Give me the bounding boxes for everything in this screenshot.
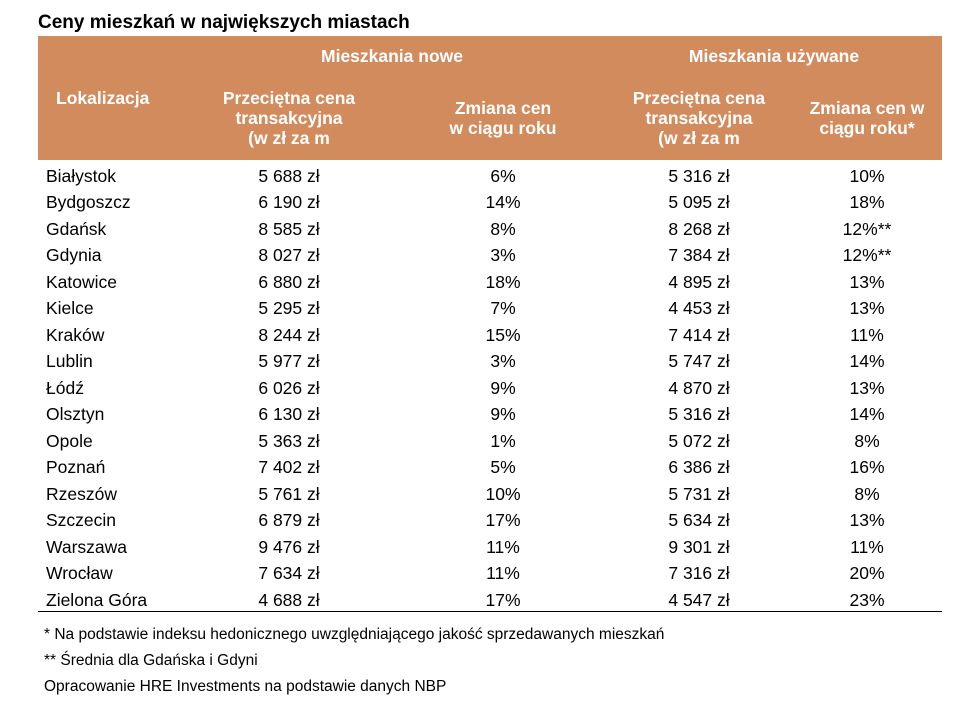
cell-used-change: 13% <box>849 510 885 530</box>
cell-new-change: 3% <box>490 351 516 371</box>
cell-city: Łódź <box>46 377 84 398</box>
cell-city: Zielona Góra <box>38 584 178 611</box>
footnote-source: Opracowanie HRE Investments na podstawie danych NBP <box>44 678 447 695</box>
cell-new-change: 10% <box>485 483 521 504</box>
table-row <box>38 319 942 346</box>
table-row <box>38 187 942 214</box>
header-group-used: Mieszkania używane <box>606 36 942 76</box>
cell-new-price: 5 977 zł <box>258 351 320 371</box>
cell-used-price: 5 731 zł <box>668 483 730 504</box>
header-group-new: Mieszkania nowe <box>178 36 606 76</box>
cell-new-change: 9% <box>490 404 516 424</box>
cell-used-price: 6 386 zł <box>668 457 730 477</box>
cell-city: Olsztyn <box>46 404 105 424</box>
cell-used-change: 11% <box>850 324 884 345</box>
cell-new-price: 5 295 zł <box>258 298 320 318</box>
header-new-change: Zmiana cen w ciągu roku <box>400 76 606 160</box>
table-title: Ceny mieszkań w największych miastach <box>38 12 410 33</box>
cell-new-change: 8% <box>490 218 516 239</box>
table-row <box>38 346 942 373</box>
cell-city: Katowice <box>46 271 118 292</box>
cell-city: Kraków <box>46 324 105 345</box>
cell-new-price: 6 190 zł <box>258 192 320 212</box>
cell-new-price: 6 130 zł <box>258 404 320 424</box>
cell-new-price: 8 027 zł <box>258 245 320 265</box>
table-body <box>38 160 942 611</box>
footnote-average: ** Średnia dla Gdańska i Gdyni <box>44 652 258 669</box>
cell-new-change: 3% <box>490 245 516 265</box>
cell-new-price: 6 879 zł <box>258 510 320 530</box>
cell-new-change: 17% <box>485 510 521 530</box>
cell-new-change: 11% <box>486 563 520 583</box>
cell-new-change: 17% <box>400 584 606 611</box>
header-used-change: Zmiana cen w ciągu roku* <box>792 76 942 160</box>
cell-used-change: 12%** <box>842 218 892 239</box>
cell-city: Warszawa <box>46 536 128 557</box>
cell-city: Poznań <box>46 457 106 477</box>
table-row <box>38 240 942 267</box>
cell-city: Wrocław <box>46 563 113 583</box>
cell-new-change: 18% <box>485 271 521 292</box>
cell-used-change: 23% <box>792 584 942 611</box>
cell-new-price: 6 880 zł <box>258 271 320 292</box>
cell-new-price: 5 688 zł <box>258 165 320 186</box>
cell-city: Kielce <box>46 298 94 318</box>
cell-used-price: 4 870 zł <box>668 377 730 398</box>
table-row <box>38 266 942 293</box>
cell-used-change: 8% <box>854 483 880 504</box>
header-used-price: Przeciętna cena transakcyjna (w zł za m <box>606 76 792 160</box>
cell-used-price: 5 095 zł <box>668 192 730 212</box>
cell-used-change: 11% <box>850 536 884 557</box>
cell-used-price: 9 301 zł <box>668 536 730 557</box>
cell-used-price: 5 316 zł <box>668 404 730 424</box>
cell-city: Opole <box>46 430 93 451</box>
cell-city: Białystok <box>46 165 117 186</box>
header-new-price: Przeciętna cena transakcyjna (w zł za m <box>178 76 400 160</box>
price-table <box>38 36 942 612</box>
cell-new-price: 8 244 zł <box>258 324 320 345</box>
cell-city: Bydgoszcz <box>46 192 131 212</box>
cell-used-change: 20% <box>849 563 885 583</box>
cell-used-change: 18% <box>849 192 885 212</box>
cell-used-change: 16% <box>849 457 885 477</box>
table-row <box>38 160 942 187</box>
cell-new-price: 5 363 zł <box>258 430 320 451</box>
cell-used-change: 13% <box>849 298 885 318</box>
cell-used-price: 4 547 zł <box>606 584 792 611</box>
cell-new-price: 8 585 zł <box>258 218 320 239</box>
cell-new-price: 5 761 zł <box>258 483 320 504</box>
table-row <box>38 452 942 479</box>
cell-used-change: 10% <box>849 165 885 186</box>
cell-new-change: 7% <box>490 298 516 318</box>
cell-used-price: 8 268 zł <box>668 218 730 239</box>
cell-city: Szczecin <box>46 510 117 530</box>
cell-new-change: 11% <box>486 536 520 557</box>
cell-new-change: 15% <box>485 324 521 345</box>
cell-new-change: 6% <box>490 165 516 186</box>
cell-new-price: 4 688 zł <box>178 584 400 611</box>
cell-new-price: 9 476 zł <box>258 536 320 557</box>
cell-new-change: 5% <box>490 457 516 477</box>
cell-used-price: 5 316 zł <box>668 165 730 186</box>
footnotes <box>44 622 664 700</box>
cell-used-price: 5 747 zł <box>668 351 730 371</box>
cell-new-change: 1% <box>490 430 516 451</box>
cell-used-change: 8% <box>854 430 880 451</box>
cell-used-change: 13% <box>849 377 885 398</box>
footnote-hedonic: * Na podstawie indeksu hedonicznego uwzględniającego jakość sprzedawanych mieszkań <box>44 626 665 643</box>
table-row <box>38 505 942 532</box>
cell-new-price: 7 634 zł <box>258 563 320 583</box>
cell-used-change: 14% <box>849 351 885 371</box>
table-row <box>38 584 942 611</box>
header-location: Lokalizacja <box>38 36 178 160</box>
cell-used-price: 7 414 zł <box>668 324 730 345</box>
table-row <box>38 293 942 320</box>
cell-used-change: 13% <box>849 271 885 292</box>
cell-city: Rzeszów <box>46 483 117 504</box>
cell-used-price: 7 316 zł <box>668 563 730 583</box>
cell-used-change: 14% <box>849 404 885 424</box>
table-row <box>38 558 942 585</box>
table-row <box>38 478 942 505</box>
table-row <box>38 372 942 399</box>
cell-new-change: 9% <box>490 377 516 398</box>
table-row <box>38 531 942 558</box>
table-row <box>38 399 942 426</box>
cell-city: Gdynia <box>46 245 102 265</box>
cell-used-price: 7 384 zł <box>668 245 730 265</box>
cell-city: Lublin <box>46 351 93 371</box>
cell-used-price: 4 453 zł <box>668 298 730 318</box>
cell-new-price: 6 026 zł <box>258 377 320 398</box>
table-row <box>38 213 942 240</box>
cell-used-price: 4 895 zł <box>668 271 730 292</box>
cell-used-price: 5 634 zł <box>668 510 730 530</box>
cell-city: Gdańsk <box>46 218 107 239</box>
cell-new-change: 14% <box>485 192 521 212</box>
table-row <box>38 425 942 452</box>
cell-new-price: 7 402 zł <box>258 457 320 477</box>
cell-used-price: 5 072 zł <box>668 430 730 451</box>
cell-used-change: 12%** <box>842 245 892 265</box>
